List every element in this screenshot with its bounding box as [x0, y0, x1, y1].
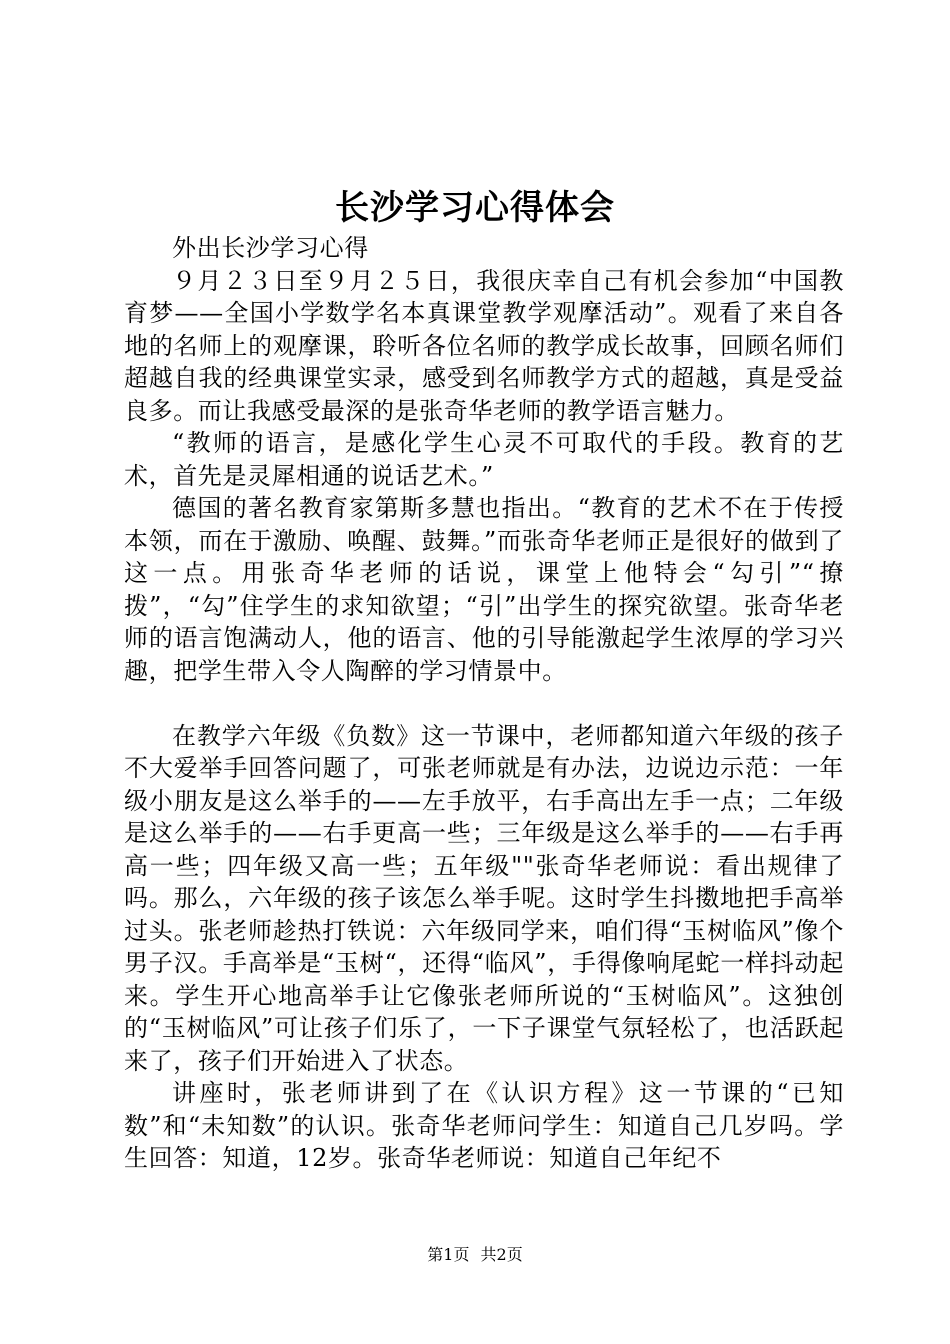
paragraph-intro: ９月２３日至９月２５日，我很庆幸自己有机会参加“中国教育梦——全国小学数学名本真课堂教学观摩活动”。观看了来自各地的名师上的观摩课，聆听各位名师的教学成长故事，回顾名师们超越自我的经典课堂实录，感受到名师教学方式的超越，真是受益良多。而让我感受最深的是张奇华老师的教学语言魅力。 — [124, 266, 844, 425]
document-body — [124, 232, 844, 1175]
paragraph-equations: 讲座时，张老师讲到了在《认识方程》这一节课的“已知数”和“未知数”的认识。张奇华老师问学生：知道自己几岁吗。学生回答：知道，12岁。张奇华老师说：知道自己年纪不 — [124, 1079, 844, 1172]
document-title: 长沙学习心得体会 — [335, 188, 615, 228]
paragraph-spacer — [124, 687, 844, 720]
paragraph-negative-numbers: 在教学六年级《负数》这一节课中，老师都知道六年级的孩子不大爱举手回答问题了，可张老师就是有办法，边说边示范：一年级小朋友是这么举手的——左手放平，右手高出左手一点；二年级是这么举手的——右手更高一些；三年级是这么举手的——右手再高一些；四年级又高一些；五年级""张奇华老师说：看出规律了吗。那么，六年级的孩子该怎么举手呢。这时学生抖擞地把手高举过头。张老师趁热打铁说：六年级同学来，咱们得“玉树临风”像个男子汉。手高举是“玉树“，还得“临风”，手得像响尾蛇一样抖动起来。学生开心地高举手让它像张老师所说的“玉树临风”。这独创的“玉树临风”可让孩子们乐了，一下子课堂气氛轻松了，也活跃起来了，孩子们开始进入了状态。 — [124, 721, 844, 1075]
paragraph-subtitle: 外出长沙学习心得 — [172, 234, 369, 262]
page-footer: 第1页 共2页 — [427, 1245, 523, 1264]
paragraph-diesterweg: 德国的著名教育家第斯多慧也指出。“教育的艺术不在于传授本领，而在于激励、唤醒、鼓舞。”而张奇华老师正是很好的做到了这一点。用张奇华老师的话说，课堂上他特会“勾引”“撩拨”，“勾”住学生的求知欲望；“引”出学生的探究欲望。张奇华老师的语言饱满动人，他的语言、他的引导能激起学生浓厚的学习兴趣，把学生带入令人陶醉的学习情景中。 — [124, 494, 844, 685]
paragraph-quote: “教师的语言，是感化学生心灵不可取代的手段。教育的艺术，首先是灵犀相通的说话艺术。” — [124, 429, 844, 490]
